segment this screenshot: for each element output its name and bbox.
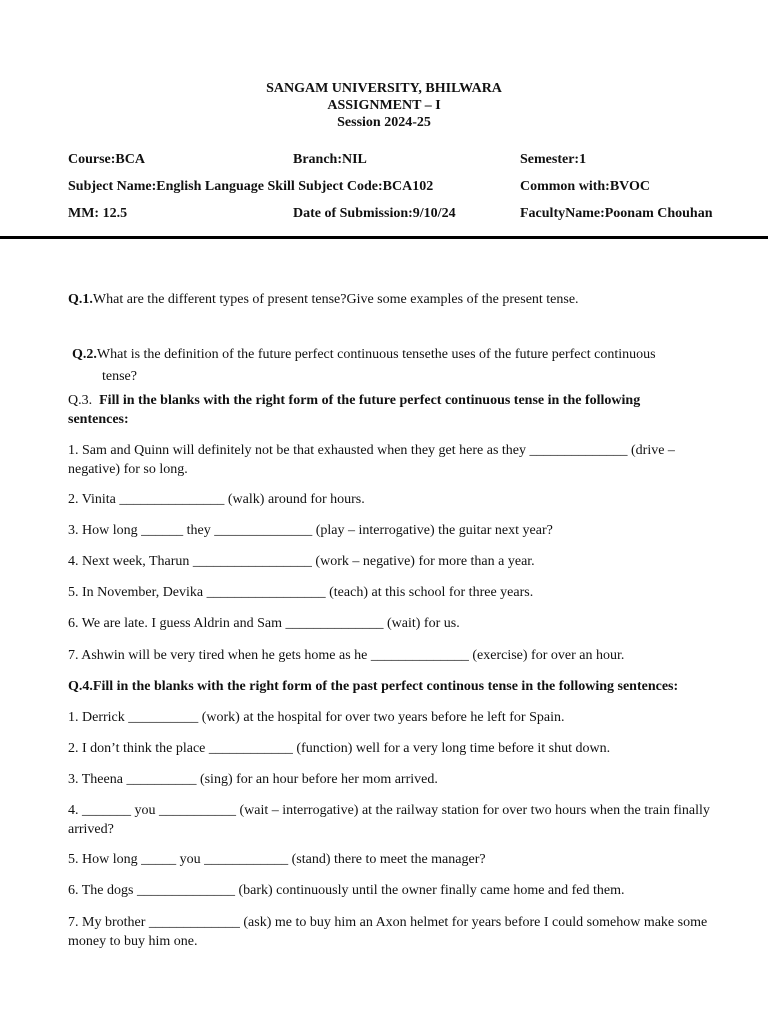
question-1-text: What are the different types of present tense?Give some examples of the present tense. <box>92 292 579 307</box>
common-with-field: Common with:BVOC <box>520 179 650 194</box>
q4-item-2: 2. I don’t think the place ____________ (function) well for a very long time before it shut down. <box>68 741 611 756</box>
course-field: Course:BCA <box>68 152 145 167</box>
document-header <box>0 80 768 131</box>
q3-item-4: 4. Next week, Tharun _________________ (work – negative) for more than a year. <box>68 554 535 569</box>
question-3-heading-line2: sentences: <box>68 412 129 427</box>
question-3 <box>68 391 728 410</box>
question-1-label: Q.1. <box>68 292 93 307</box>
q3-item-7: 7. Ashwin will be very tired when he gets home as he ______________ (exercise) for over an hour. <box>68 648 625 663</box>
university-name: SANGAM UNIVERSITY, BHILWARA <box>266 81 502 96</box>
q3-item-5: 5. In November, Devika _________________ (teach) at this school for three years. <box>68 585 534 600</box>
branch-field: Branch:NIL <box>293 152 367 167</box>
assignment-title: ASSIGNMENT – I <box>327 98 441 113</box>
header-divider <box>0 236 768 239</box>
question-2-text-line1: What is the definition of the future perfect continuous tensethe uses of the future perfect continuous <box>96 347 656 362</box>
question-3-heading-line1: Fill in the blanks with the right form of the future perfect continuous tense in the following <box>99 393 641 408</box>
q3-item-1: 1. Sam and Quinn will definitely not be that exhausted when they get here as they ______________ (drive – negative) for so long. <box>68 443 675 477</box>
faculty-field: FacultyName:Poonam Chouhan <box>520 206 713 221</box>
q3-item-2: 2. Vinita _______________ (walk) around for hours. <box>68 492 365 507</box>
question-2 <box>72 345 732 364</box>
q3-item-6: 6. We are late. I guess Aldrin and Sam ______________ (wait) for us. <box>68 616 460 631</box>
question-4-heading: Q.4.Fill in the blanks with the right form of the past perfect continous tense in the following sentences: <box>68 679 679 694</box>
session-label: Session 2024-25 <box>337 115 431 130</box>
q4-item-5: 5. How long _____ you ____________ (stand) there to meet the manager? <box>68 852 486 867</box>
semester-field: Semester:1 <box>520 152 587 167</box>
subject-field: Subject Name:English Language Skill Subject Code:BCA102 <box>68 179 434 194</box>
question-3-label: Q.3. <box>68 393 93 408</box>
q4-item-6: 6. The dogs ______________ (bark) continuously until the owner finally came home and fed them. <box>68 883 625 898</box>
question-2-label: Q.2. <box>72 347 97 362</box>
q4-item-7: 7. My brother _____________ (ask) me to buy him an Axon helmet for years before I could somehow make some money to buy him one. <box>68 915 708 949</box>
q4-item-4: 4. _______ you ___________ (wait – interrogative) at the railway station for over two hours when the train finally arrived? <box>68 803 710 837</box>
q4-item-3: 3. Theena __________ (sing) for an hour before her mom arrived. <box>68 772 438 787</box>
max-marks-field: MM: 12.5 <box>68 206 128 221</box>
question-1 <box>68 290 728 309</box>
q4-item-1: 1. Derrick __________ (work) at the hospital for over two years before he left for Spain. <box>68 710 565 725</box>
submission-date-field: Date of Submission:9/10/24 <box>293 206 456 221</box>
q3-item-3: 3. How long ______ they ______________ (play – interrogative) the guitar next year? <box>68 523 553 538</box>
question-2-text-line2: tense? <box>102 369 137 384</box>
